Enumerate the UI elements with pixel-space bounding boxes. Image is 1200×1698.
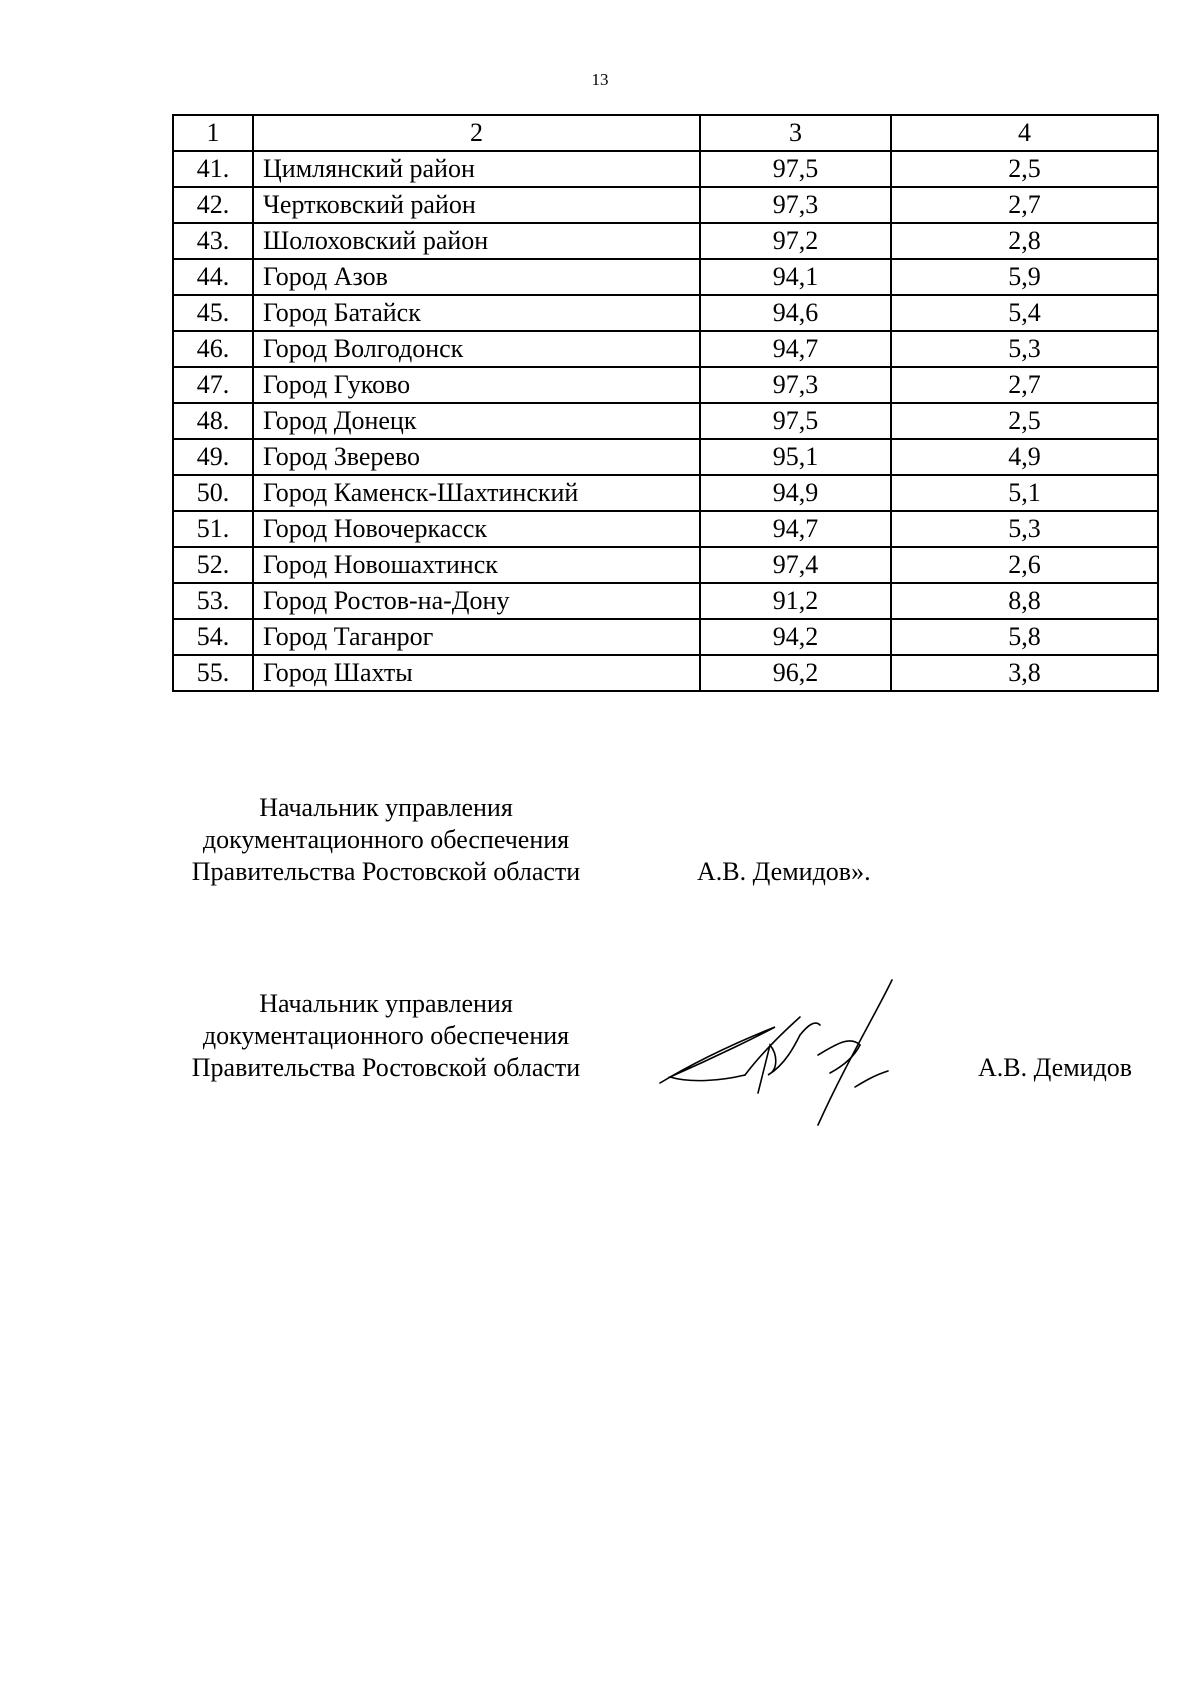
value-col4-cell: 5,1 xyxy=(891,475,1158,511)
municipality-cell: Цимлянский район xyxy=(253,151,700,187)
value-col4-cell: 2,5 xyxy=(891,403,1158,439)
value-col4-cell: 5,4 xyxy=(891,295,1158,331)
municipality-cell: Город Ростов-на-Дону xyxy=(253,583,700,619)
value-col3-cell: 95,1 xyxy=(700,439,891,475)
signature-title-line: Правительства Ростовской области xyxy=(191,857,581,886)
header-cell-1: 1 xyxy=(173,115,253,151)
value-col4-cell: 2,5 xyxy=(891,151,1158,187)
table-row xyxy=(173,151,1158,187)
signature-title-1 xyxy=(160,792,612,888)
row-number-cell: 45. xyxy=(173,295,253,331)
value-col4-cell: 5,8 xyxy=(891,619,1158,655)
municipality-cell: Город Гуково xyxy=(253,367,700,403)
value-col4-cell: 5,3 xyxy=(891,331,1158,367)
table-row xyxy=(173,619,1158,655)
row-number-cell: 43. xyxy=(173,223,253,259)
value-col3-cell: 97,3 xyxy=(700,187,891,223)
value-col3-cell: 97,2 xyxy=(700,223,891,259)
value-col3-cell: 91,2 xyxy=(700,583,891,619)
row-number-cell: 44. xyxy=(173,259,253,295)
row-number-cell: 52. xyxy=(173,547,253,583)
table-row xyxy=(173,547,1158,583)
row-number-cell: 53. xyxy=(173,583,253,619)
value-col4-cell: 3,8 xyxy=(891,655,1158,691)
table-row xyxy=(173,583,1158,619)
value-col3-cell: 97,5 xyxy=(700,403,891,439)
municipality-cell: Город Новочеркасск xyxy=(253,511,700,547)
signature-title-line: документационного обеспечения xyxy=(202,825,570,854)
table-row xyxy=(173,439,1158,475)
municipality-cell: Город Донецк xyxy=(253,403,700,439)
signatory-name-1: А.В. Демидов». xyxy=(697,857,871,886)
row-number-cell: 47. xyxy=(173,367,253,403)
value-col3-cell: 94,6 xyxy=(700,295,891,331)
handwritten-signature xyxy=(650,975,950,1145)
value-col3-cell: 97,4 xyxy=(700,547,891,583)
signature-title-line: Начальник управления xyxy=(259,793,513,822)
value-col4-cell: 5,9 xyxy=(891,259,1158,295)
row-number-cell: 41. xyxy=(173,151,253,187)
value-col3-cell: 94,2 xyxy=(700,619,891,655)
value-col4-cell: 4,9 xyxy=(891,439,1158,475)
value-col3-cell: 94,9 xyxy=(700,475,891,511)
value-col4-cell: 8,8 xyxy=(891,583,1158,619)
value-col4-cell: 2,7 xyxy=(891,367,1158,403)
municipality-cell: Город Таганрог xyxy=(253,619,700,655)
municipality-cell: Город Каменск-Шахтинский xyxy=(253,475,700,511)
row-number-cell: 42. xyxy=(173,187,253,223)
data-table xyxy=(172,114,1159,692)
row-number-cell: 48. xyxy=(173,403,253,439)
row-number-cell: 54. xyxy=(173,619,253,655)
row-number-cell: 50. xyxy=(173,475,253,511)
value-col4-cell: 2,6 xyxy=(891,547,1158,583)
page-number: 13 xyxy=(591,70,609,89)
municipality-cell: Шолоховский район xyxy=(253,223,700,259)
table-row xyxy=(173,295,1158,331)
municipality-cell: Город Зверево xyxy=(253,439,700,475)
municipality-cell: Город Батайск xyxy=(253,295,700,331)
value-col4-cell: 5,3 xyxy=(891,511,1158,547)
row-number-cell: 46. xyxy=(173,331,253,367)
table-header-row xyxy=(173,115,1158,151)
value-col3-cell: 96,2 xyxy=(700,655,891,691)
table-row xyxy=(173,655,1158,691)
value-col3-cell: 94,7 xyxy=(700,331,891,367)
row-number-cell: 49. xyxy=(173,439,253,475)
municipality-cell: Город Новошахтинск xyxy=(253,547,700,583)
table-row xyxy=(173,259,1158,295)
table-row xyxy=(173,223,1158,259)
table-row xyxy=(173,511,1158,547)
header-cell-4: 4 xyxy=(891,115,1158,151)
table-row xyxy=(173,331,1158,367)
header-cell-3: 3 xyxy=(700,115,891,151)
row-number-cell: 51. xyxy=(173,511,253,547)
table-row xyxy=(173,475,1158,511)
table-body xyxy=(173,151,1158,691)
signatory-name-2: А.В. Демидов xyxy=(978,1053,1133,1082)
header-cell-2: 2 xyxy=(253,115,700,151)
value-col3-cell: 94,1 xyxy=(700,259,891,295)
municipality-cell: Город Волгодонск xyxy=(253,331,700,367)
table-header xyxy=(173,115,1158,151)
table-row xyxy=(173,367,1158,403)
municipality-cell: Город Шахты xyxy=(253,655,700,691)
signature-title-2 xyxy=(160,988,612,1084)
value-col3-cell: 94,7 xyxy=(700,511,891,547)
value-col3-cell: 97,3 xyxy=(700,367,891,403)
table-row xyxy=(173,187,1158,223)
municipality-cell: Чертковский район xyxy=(253,187,700,223)
row-number-cell: 55. xyxy=(173,655,253,691)
signature-title-line: Правительства Ростовской области xyxy=(191,1053,581,1082)
signature-title-line: документационного обеспечения xyxy=(202,1021,570,1050)
municipality-cell: Город Азов xyxy=(253,259,700,295)
table-row xyxy=(173,403,1158,439)
value-col4-cell: 2,8 xyxy=(891,223,1158,259)
value-col3-cell: 97,5 xyxy=(700,151,891,187)
signature-title-line: Начальник управления xyxy=(259,989,513,1018)
value-col4-cell: 2,7 xyxy=(891,187,1158,223)
